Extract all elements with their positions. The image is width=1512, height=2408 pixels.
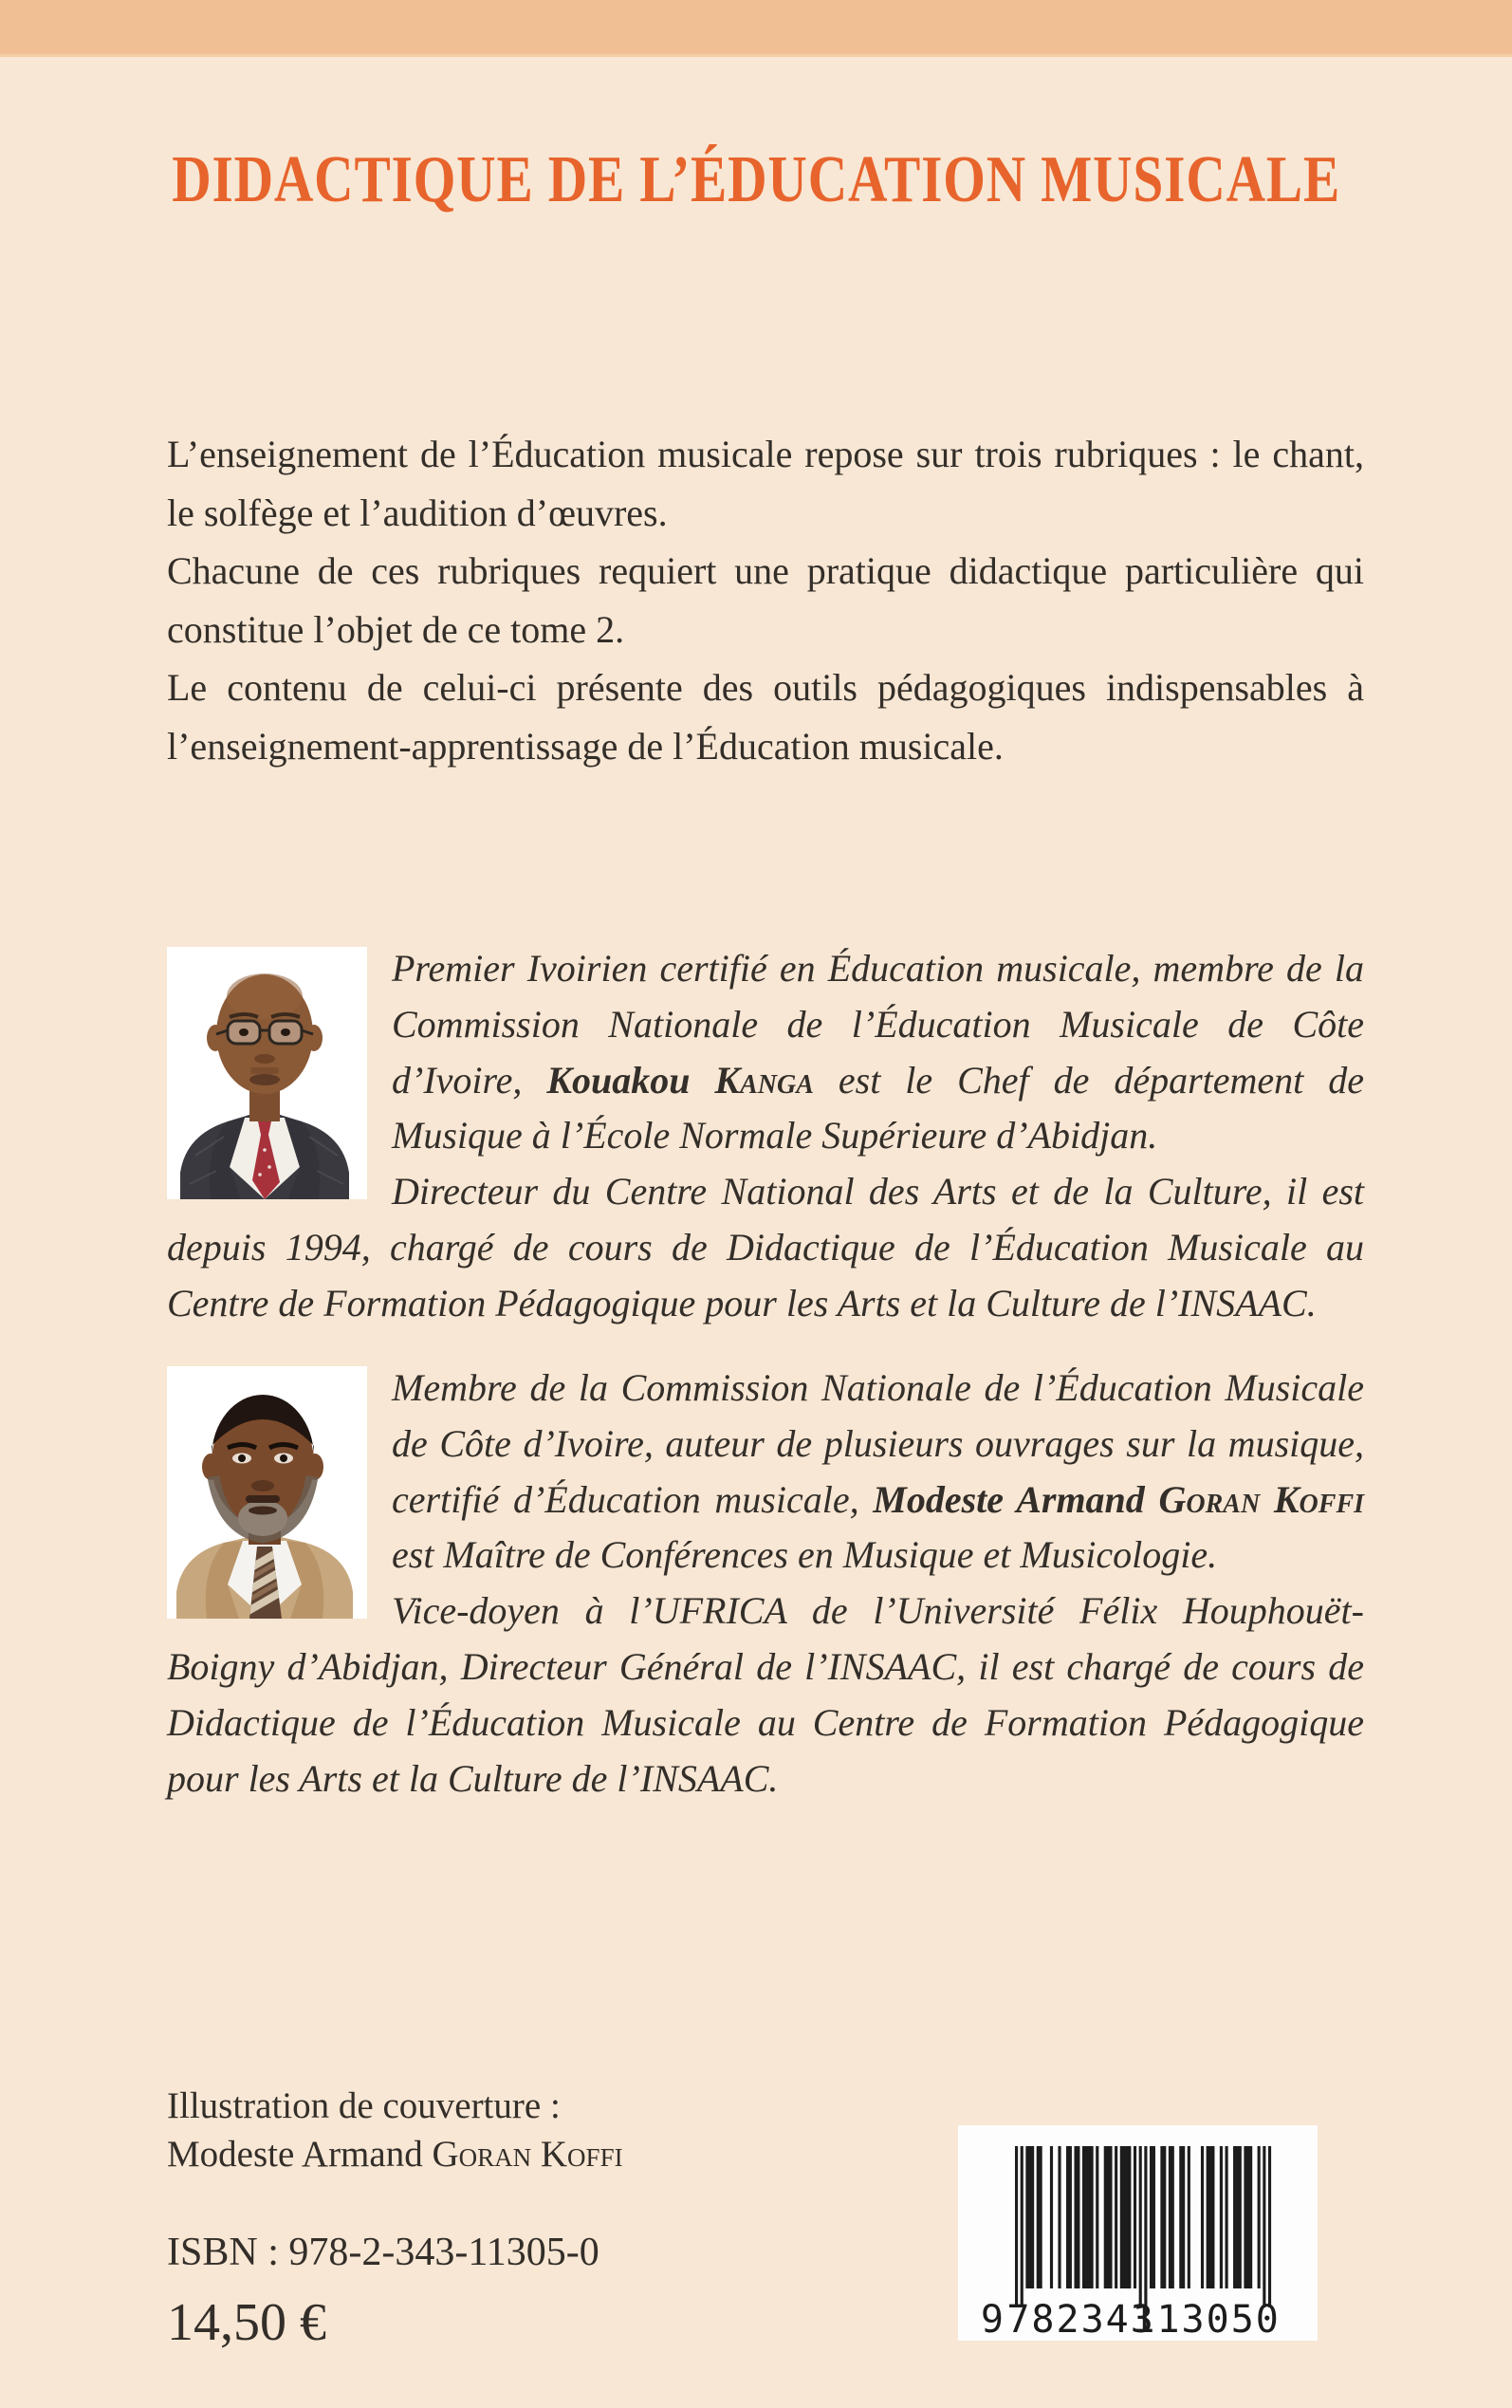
top-color-band bbox=[0, 0, 1512, 57]
ean13-barcode-graphic bbox=[981, 2146, 1294, 2338]
page-title bbox=[0, 142, 1512, 218]
author-bio-goran-koffi bbox=[167, 1361, 1364, 1806]
bio-text: est le Chef de département de Musique à l’École Normale Supérieure d’Abidjan. bbox=[392, 1058, 1365, 1158]
bio-paragraph-2: Directeur du Centre National des Arts et de la Culture, il est depuis 1994, chargé de cours de Didactique de l’Éducation Musicale au Centre de Formation Pédagogique pour les Arts et la Culture de l’INSAAC. bbox=[167, 1170, 1364, 1324]
portrait-kanga-graphic bbox=[167, 947, 367, 1199]
author-photo-kouakou-kanga bbox=[167, 947, 367, 1199]
barcode-digit-first: 9 bbox=[981, 2298, 1005, 2338]
author-name-kanga: Kouakou Kanga bbox=[546, 1058, 814, 1102]
isbn-text: ISBN : 978-2-343-11305-0 bbox=[167, 2230, 599, 2274]
illustration-credit-name: Modeste Armand Goran Koffi bbox=[167, 2134, 623, 2176]
illustration-credit-label: Illustration de couverture : bbox=[167, 2085, 561, 2126]
bio-paragraph-2: Vice-doyen à l’UFRICA de l’Université Félix Houphouët-Boigny d’Abidjan, Directeur Général de l’INSAAC, il est chargé de cours de Didactique de l’Éducation Musicale au Centre de Formation Pédagogique pour les Arts et la Culture de l’INSAAC. bbox=[167, 1589, 1364, 1800]
barcode-digits-left: 782343 bbox=[1006, 2298, 1155, 2338]
author-photo-goran-koffi bbox=[167, 1366, 367, 1619]
bio-text: Premier Ivoirien certifié en Éducation musicale, membre de la Commission Nationale de l’Éducation Musicale de Côte d’Ivoire, bbox=[392, 947, 1364, 1102]
portrait-goran-koffi-graphic bbox=[167, 1366, 367, 1619]
barcode-panel bbox=[958, 2125, 1318, 2341]
summary-paragraph: L’enseignement de l’Éducation musicale repose sur trois rubriques : le chant, le solfège et l’audition d’œuvres. bbox=[167, 433, 1364, 534]
author-name-goran-koffi: Modeste Armand Goran Koffi bbox=[873, 1477, 1365, 1521]
summary-paragraph: Chacune de ces rubriques requiert une pratique didactique particulière qui constitue l’objet de ce tome 2. bbox=[167, 549, 1364, 651]
back-cover-summary bbox=[167, 425, 1364, 776]
author-bio-kanga bbox=[167, 941, 1364, 1332]
price-text: 14,50 € bbox=[167, 2293, 326, 2353]
summary-paragraph: Le contenu de celui-ci présente des outils pédagogiques indispensables à l’enseignement-apprentissage de l’Éducation musicale. bbox=[167, 666, 1364, 768]
bio-text: Membre de la Commission Nationale de l’Éducation Musicale de Côte d’Ivoire, auteur de plusieurs ouvrages sur la musique, certifié d’Éducation musicale, bbox=[392, 1366, 1364, 1521]
bio-text: est Maître de Conférences en Musique et Musicologie. bbox=[392, 1533, 1218, 1577]
book-title: DIDACTIQUE DE L’ÉDUCATION MUSICALE bbox=[172, 143, 1340, 216]
footer-credits bbox=[167, 2082, 623, 2359]
barcode-digits-right: 113050 bbox=[1132, 2298, 1281, 2338]
